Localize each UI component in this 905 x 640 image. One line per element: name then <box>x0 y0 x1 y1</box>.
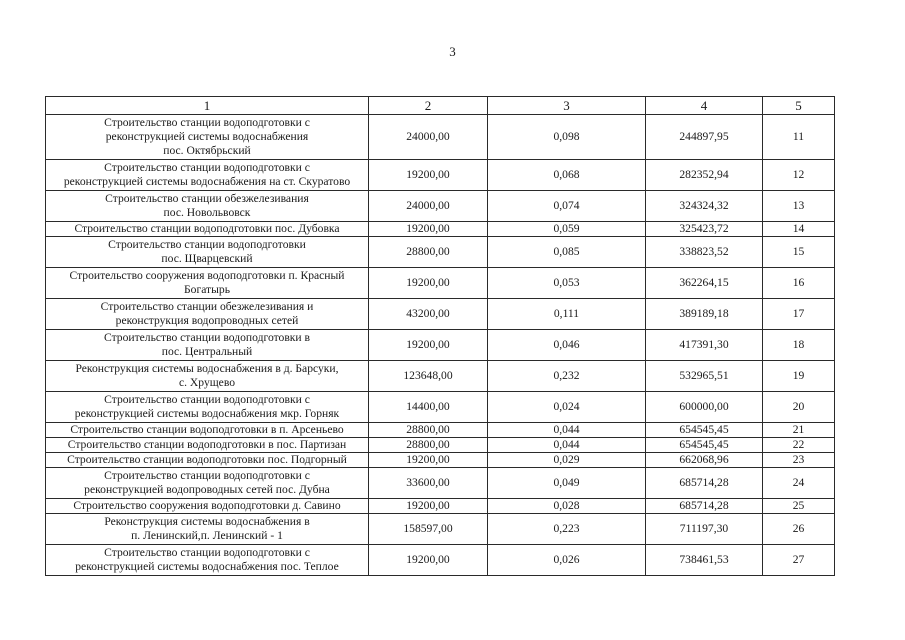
cell-col-4: 685714,28 <box>646 468 763 499</box>
cell-col-2: 14400,00 <box>369 392 488 423</box>
cell-col-3: 0,059 <box>488 222 646 237</box>
cell-col-3: 0,232 <box>488 361 646 392</box>
cell-col-4: 362264,15 <box>646 268 763 299</box>
cell-col-4: 417391,30 <box>646 330 763 361</box>
table-row <box>46 330 835 361</box>
cell-col-3: 0,223 <box>488 514 646 545</box>
cell-col-4: 338823,52 <box>646 237 763 268</box>
table-row <box>46 299 835 330</box>
table-row <box>46 468 835 499</box>
cell-col-3: 0,044 <box>488 423 646 438</box>
cell-col-4: 662068,96 <box>646 453 763 468</box>
cell-col-2: 158597,00 <box>369 514 488 545</box>
cell-col-2: 123648,00 <box>369 361 488 392</box>
cell-col-5: 27 <box>763 545 835 576</box>
table-row <box>46 268 835 299</box>
cell-object-name: Строительство станции водоподготовки в пос. Партизан <box>46 438 369 453</box>
cell-col-5: 11 <box>763 115 835 160</box>
table-row <box>46 115 835 160</box>
cell-col-3: 0,098 <box>488 115 646 160</box>
cell-object-name: Реконструкция системы водоснабжения в п. Ленинский,п. Ленинский - 1 <box>46 514 369 545</box>
cell-col-2: 19200,00 <box>369 222 488 237</box>
cell-col-5: 20 <box>763 392 835 423</box>
cell-col-4: 244897,95 <box>646 115 763 160</box>
cell-col-2: 43200,00 <box>369 299 488 330</box>
cell-col-5: 22 <box>763 438 835 453</box>
cell-col-3: 0,068 <box>488 160 646 191</box>
cell-object-name: Строительство станции водоподготовки пос. Подгорный <box>46 453 369 468</box>
cell-object-name: Строительство станции водоподготовки с реконструкцией водопроводных сетей пос. Дубна <box>46 468 369 499</box>
table-row <box>46 423 835 438</box>
cell-col-5: 26 <box>763 514 835 545</box>
cell-object-name: Строительство станции водоподготовки с реконструкцией системы водоснабжения мкр. Горняк <box>46 392 369 423</box>
cell-col-2: 19200,00 <box>369 160 488 191</box>
cell-object-name: Строительство сооружения водоподготовки д. Савино <box>46 499 369 514</box>
cell-col-4: 282352,94 <box>646 160 763 191</box>
cell-col-5: 24 <box>763 468 835 499</box>
cell-col-3: 0,024 <box>488 392 646 423</box>
cell-col-5: 19 <box>763 361 835 392</box>
table-row <box>46 237 835 268</box>
table-row <box>46 499 835 514</box>
cell-col-5: 25 <box>763 499 835 514</box>
column-header-1: 1 <box>46 97 369 115</box>
table-row <box>46 514 835 545</box>
column-header-3: 3 <box>488 97 646 115</box>
cell-object-name: Строительство станции обезжелезивания пос. Новольвовск <box>46 191 369 222</box>
cell-col-5: 12 <box>763 160 835 191</box>
cell-col-2: 19200,00 <box>369 499 488 514</box>
cell-col-3: 0,028 <box>488 499 646 514</box>
cell-col-4: 738461,53 <box>646 545 763 576</box>
cell-col-3: 0,044 <box>488 438 646 453</box>
column-header-5: 5 <box>763 97 835 115</box>
cell-col-5: 17 <box>763 299 835 330</box>
cell-col-5: 15 <box>763 237 835 268</box>
cell-object-name: Строительство станции водоподготовки пос. Щварцевский <box>46 237 369 268</box>
cell-col-2: 33600,00 <box>369 468 488 499</box>
table-row <box>46 392 835 423</box>
table-header-row <box>46 97 835 115</box>
table-row <box>46 438 835 453</box>
table-row <box>46 453 835 468</box>
cell-col-5: 23 <box>763 453 835 468</box>
cell-col-2: 24000,00 <box>369 191 488 222</box>
cell-col-2: 19200,00 <box>369 545 488 576</box>
cell-col-3: 0,026 <box>488 545 646 576</box>
cell-col-3: 0,085 <box>488 237 646 268</box>
cell-object-name: Строительство станции водоподготовки с реконструкцией системы водоснабжения на ст. Скуратово <box>46 160 369 191</box>
cell-col-5: 13 <box>763 191 835 222</box>
cell-col-4: 600000,00 <box>646 392 763 423</box>
table-row <box>46 160 835 191</box>
cell-col-2: 19200,00 <box>369 330 488 361</box>
cell-col-4: 325423,72 <box>646 222 763 237</box>
cell-col-4: 654545,45 <box>646 423 763 438</box>
cell-object-name: Строительство станции обезжелезивания и реконструкция водопроводных сетей <box>46 299 369 330</box>
cell-col-2: 19200,00 <box>369 268 488 299</box>
cell-col-4: 685714,28 <box>646 499 763 514</box>
table-row <box>46 545 835 576</box>
cell-object-name: Строительство станции водоподготовки в п. Арсеньево <box>46 423 369 438</box>
cell-col-3: 0,046 <box>488 330 646 361</box>
cell-col-5: 14 <box>763 222 835 237</box>
cell-col-5: 21 <box>763 423 835 438</box>
column-header-4: 4 <box>646 97 763 115</box>
cell-col-3: 0,049 <box>488 468 646 499</box>
table-row <box>46 222 835 237</box>
cell-col-2: 28800,00 <box>369 423 488 438</box>
cell-col-4: 389189,18 <box>646 299 763 330</box>
column-header-2: 2 <box>369 97 488 115</box>
cell-object-name: Строительство станции водоподготовки в пос. Центральный <box>46 330 369 361</box>
cell-col-5: 16 <box>763 268 835 299</box>
cell-col-2: 28800,00 <box>369 237 488 268</box>
cell-col-3: 0,053 <box>488 268 646 299</box>
cell-col-2: 28800,00 <box>369 438 488 453</box>
table-body <box>46 115 835 576</box>
page-number: 3 <box>449 44 456 59</box>
cell-col-4: 532965,51 <box>646 361 763 392</box>
cell-col-3: 0,111 <box>488 299 646 330</box>
cell-object-name: Строительство сооружения водоподготовки п. Красный Богатырь <box>46 268 369 299</box>
cell-object-name: Реконструкция системы водоснабжения в д. Барсуки, с. Хрущево <box>46 361 369 392</box>
cell-col-4: 711197,30 <box>646 514 763 545</box>
cell-col-4: 324324,32 <box>646 191 763 222</box>
cell-object-name: Строительство станции водоподготовки пос. Дубовка <box>46 222 369 237</box>
cell-col-2: 19200,00 <box>369 453 488 468</box>
cell-col-2: 24000,00 <box>369 115 488 160</box>
cell-col-5: 18 <box>763 330 835 361</box>
table-row <box>46 361 835 392</box>
cell-object-name: Строительство станции водоподготовки с реконструкцией системы водоснабжения пос. Октябрьский <box>46 115 369 160</box>
data-table <box>45 96 835 576</box>
cell-object-name: Строительство станции водоподготовки с реконструкцией системы водоснабжения пос. Теплое <box>46 545 369 576</box>
table-row <box>46 191 835 222</box>
cell-col-3: 0,074 <box>488 191 646 222</box>
cell-col-3: 0,029 <box>488 453 646 468</box>
cell-col-4: 654545,45 <box>646 438 763 453</box>
